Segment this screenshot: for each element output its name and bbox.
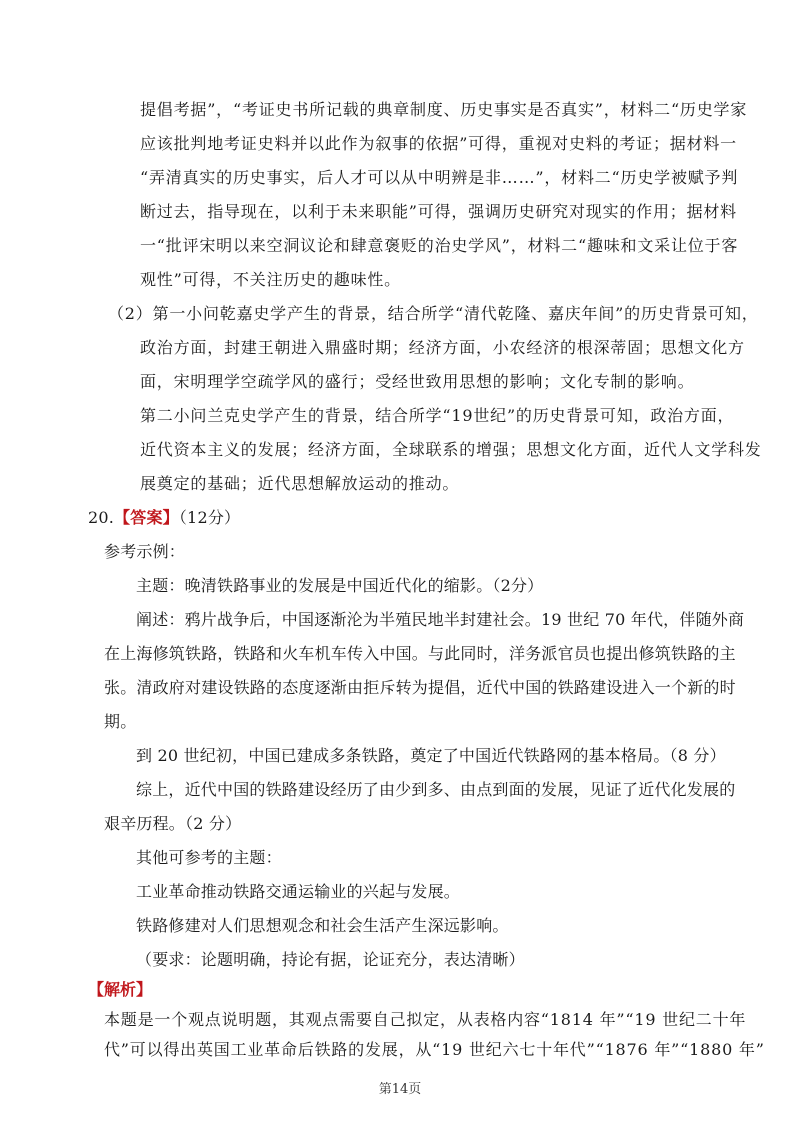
question-20-header: [88, 508, 240, 528]
text-line: “弄清真实的历史事实，后人才可以从中明辨是非……”，材料二“历史学被赋予判: [140, 168, 739, 187]
other-theme: 工业革命推动铁路交通运输业的兴起与发展。: [136, 882, 461, 901]
text-line: 断过去，指导现在，以利于未来职能”可得，强调历史研究对现实的作用；据材料: [140, 202, 737, 221]
reference-label: 参考示例：: [104, 542, 186, 561]
analysis-tag: 【解析】: [88, 980, 153, 999]
text-line: 观性”可得，不关注历史的趣味性。: [140, 270, 401, 289]
analysis-line: 本题是一个观点说明题，其观点需要自己拟定，从表格内容“1814 年”“19 世纪二十年: [104, 1010, 747, 1029]
text-line: 展奠定的基础；近代思想解放运动的推动。: [140, 474, 460, 493]
analysis-line: 代”可以得出英国工业革命后铁路的发展，从“19 世纪六七十年代”“1876 年”“1880 年”: [104, 1040, 765, 1059]
text-line: 一“批评宋明以来空洞议论和肆意褒贬的治史学风”，材料二“趣味和文采让位于客: [140, 236, 739, 255]
exposition-line: 期。: [104, 712, 137, 731]
theme: 主题：晚清铁路事业的发展是中国近代化的缩影。（2分）: [136, 576, 544, 595]
score: （12分）: [178, 508, 241, 527]
question-number: 20.: [88, 508, 115, 527]
answer-tag: 【答案】: [114, 508, 179, 527]
requirement: （要求：论题明确，持论有据，论证充分，表达清晰）: [136, 950, 525, 969]
text-line: 近代资本主义的发展；经济方面，全球联系的增强；思想文化方面，近代人文学科发: [140, 440, 762, 459]
text-line: （2）第一小问乾嘉史学产生的背景，结合所学“清代乾隆、嘉庆年间”的历史背景可知，: [108, 304, 759, 323]
summary-line: 艰辛历程。（2 分）: [104, 814, 242, 833]
exposition-line: 阐述：鸦片战争后，中国逐渐沦为半殖民地半封建社会。19 世纪 70 年代，伴随外商: [136, 610, 745, 629]
exposition-line: 张。清政府对建设铁路的态度逐渐由拒斥转为提倡，近代中国的铁路建设进入一个新的时: [104, 678, 736, 697]
text-line: 提倡考据”，“考证史书所记载的典章制度、历史事实是否真实”，材料二“历史学家: [140, 100, 748, 119]
summary-line: 综上，近代中国的铁路建设经历了由少到多、由点到面的发展，见证了近代化发展的: [136, 780, 736, 799]
paragraph-1900: 到 20 世纪初，中国已建成多条铁路，奠定了中国近代铁路网的基本格局。（8 分）: [136, 746, 726, 765]
other-themes-label: 其他可参考的主题：: [136, 848, 282, 867]
exposition-line: 在上海修筑铁路，铁路和火车机车传入中国。与此同时，洋务派官员也提出修筑铁路的主: [104, 644, 736, 663]
other-theme: 铁路修建对人们思想观念和社会生活产生深远影响。: [136, 916, 509, 935]
text-line: 政治方面，封建王朝进入鼎盛时期；经济方面，小农经济的根深蒂固；思想文化方: [140, 338, 745, 357]
text-line: 面，宋明理学空疏学风的盛行；受经世致用思想的影响；文化专制的影响。: [140, 372, 695, 391]
text-line: 第二小问兰克史学产生的背景，结合所学“19世纪”的历史背景可知，政治方面，: [140, 406, 735, 425]
page-number: 第14页: [378, 1082, 422, 1097]
text-line: 应该批判地考证史料并以此作为叙事的依据”可得，重视对史料的考证；据材料一: [140, 134, 737, 153]
